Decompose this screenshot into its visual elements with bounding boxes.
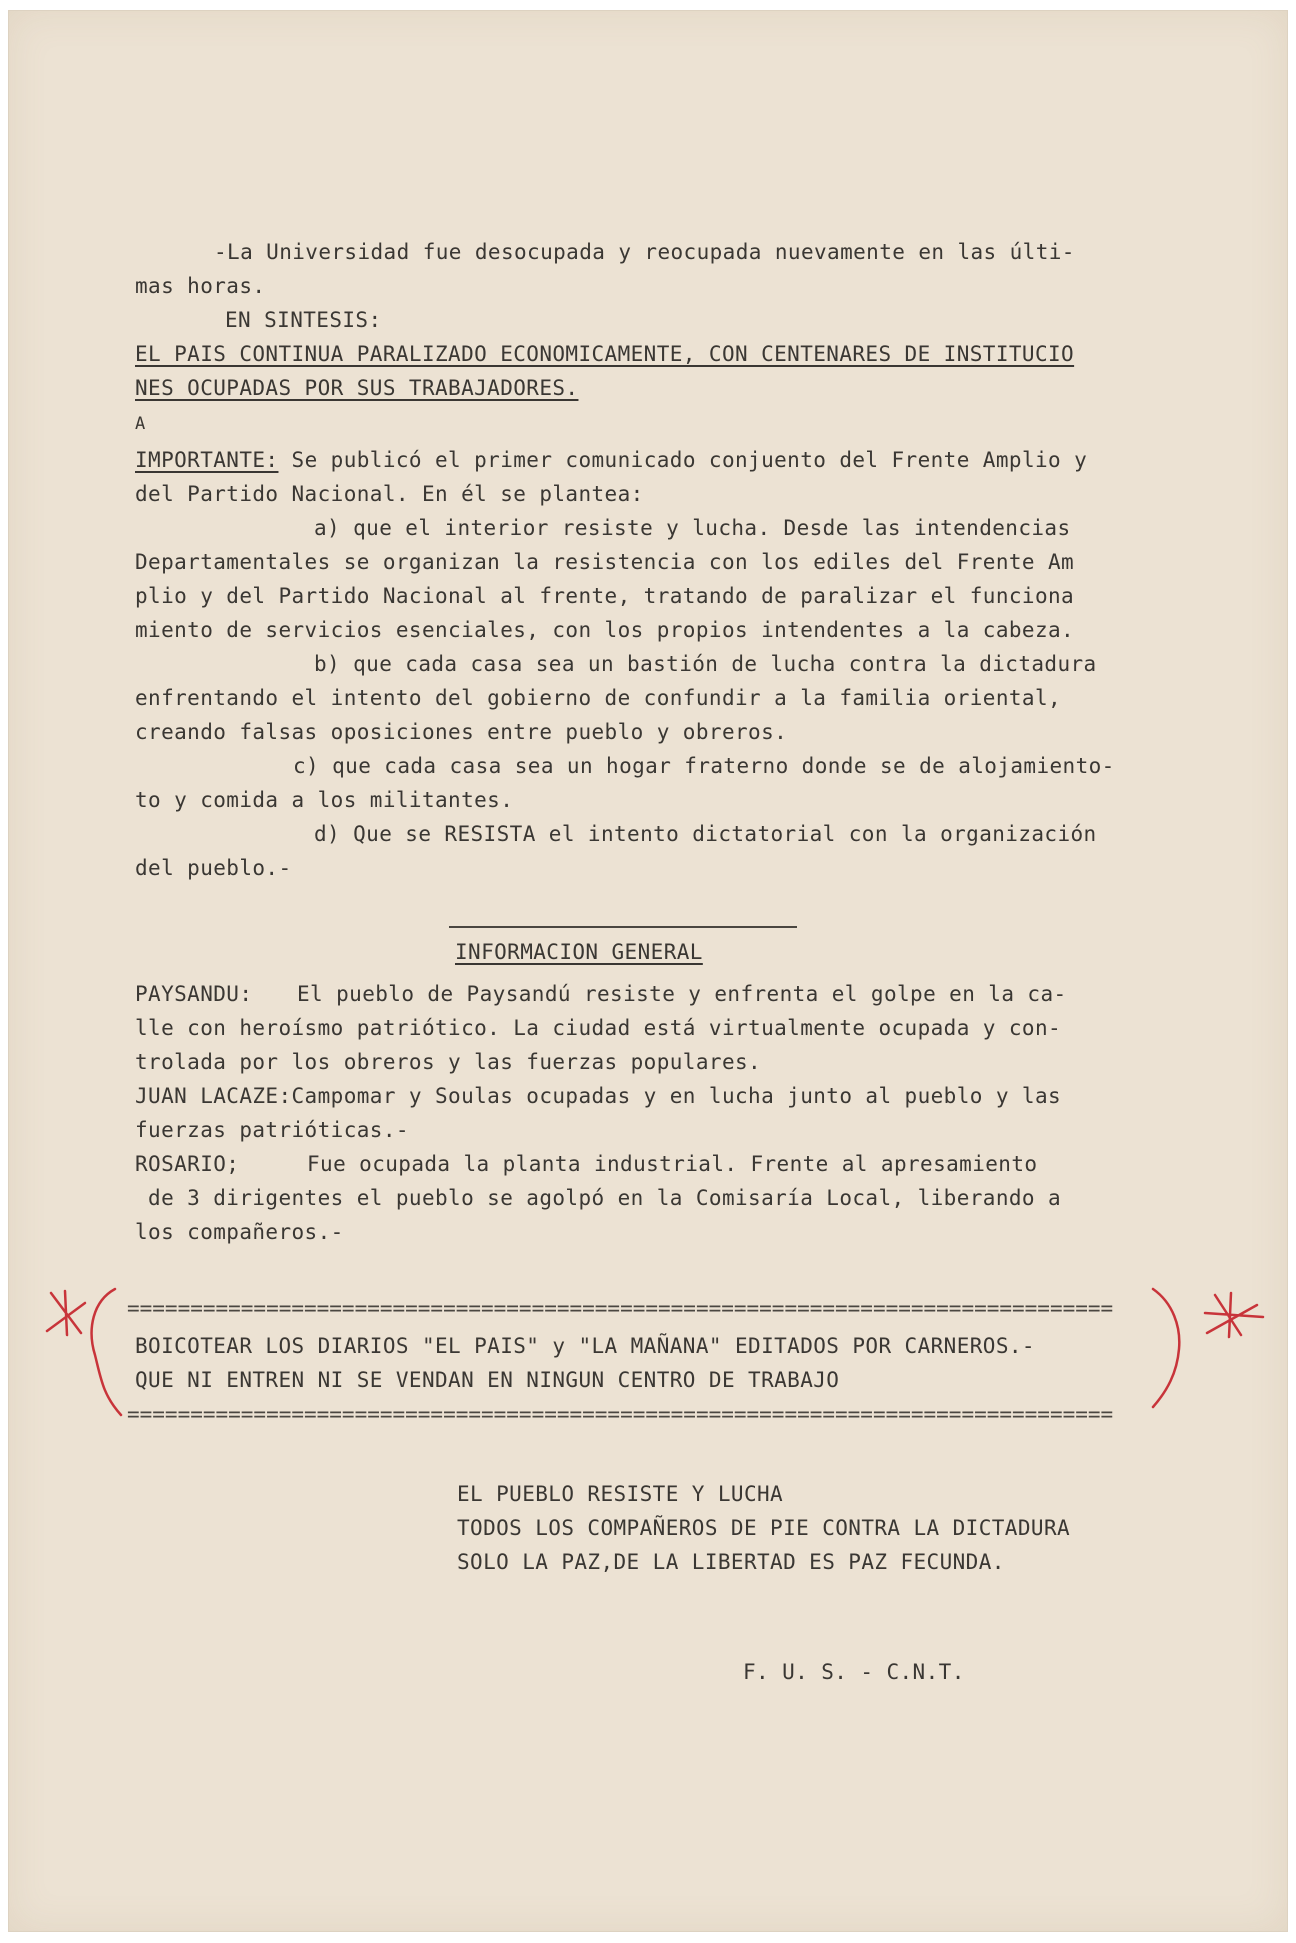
importante-label: IMPORTANTE: (135, 448, 279, 472)
point-a-line-1: a) que el interior resiste y lucha. Desde las intendencias (314, 516, 1071, 540)
signature: F. U. S. - C.N.T. (743, 1660, 965, 1684)
boicot-line-2: QUE NI ENTREN NI SE VENDAN EN NINGUN CENTRO DE TRABAJO (135, 1368, 840, 1392)
heading-rule (449, 926, 797, 928)
intro-line-2: mas horas. (135, 274, 266, 298)
paysandu-label: PAYSANDU: (135, 982, 253, 1006)
boicot-line-1: BOICOTEAR LOS DIARIOS "EL PAIS" y "LA MAÑANA" EDITADOS POR CARNEROS.- (135, 1334, 1035, 1358)
rosario-label: ROSARIO; (135, 1152, 240, 1176)
info-heading: INFORMACION GENERAL (455, 940, 703, 964)
point-c-line-2: to y comida a los militantes. (135, 788, 514, 812)
point-a-line-4: miento de servicios esenciales, con los propios intendentes a la cabeza. (135, 618, 1075, 642)
rosario-line-2: de 3 dirigentes el pueblo se agolpó en la Comisaría Local, liberando a (135, 1186, 1062, 1210)
closing-line-3: SOLO LA PAZ,DE LA LIBERTAD ES PAZ FECUNDA. (457, 1550, 1005, 1574)
importante-line-2: del Partido Nacional. En él se plantea: (135, 482, 644, 506)
boicot-separator-top: ============================================================================== (127, 1297, 1114, 1319)
margin-mark: A (135, 414, 146, 434)
point-d-line-1: d) Que se RESISTA el intento dictatorial con la organización (314, 822, 1097, 846)
rosario-line-3: los compañeros.- (135, 1220, 344, 1244)
closing-line-2: TODOS LOS COMPAÑEROS DE PIE CONTRA LA DICTADURA (457, 1516, 1071, 1540)
boicot-separator-bottom: ============================================================================== (127, 1403, 1114, 1425)
importante-line-1-text: Se publicó el primer comunicado conjuento del Frente Amplio y (278, 448, 1088, 472)
point-b-line-3: creando falsas oposiciones entre pueblo y obreros. (135, 720, 788, 744)
point-a-line-3: plio y del Partido Nacional al frente, tratando de paralizar el funciona (135, 584, 1075, 608)
paysandu-line-3: trolada por los obreros y las fuerzas populares. (135, 1050, 762, 1074)
point-b-line-2: enfrentando el intento del gobierno de confundir a la familia oriental, (135, 686, 1062, 710)
point-a-line-2: Departamentales se organizan la resistencia con los ediles del Frente Am (135, 550, 1075, 574)
importante-line-1 (135, 443, 1087, 477)
rosario-line-1: Fue ocupada la planta industrial. Frente al apresamiento (307, 1152, 1038, 1176)
paysandu-line-2: lle con heroísmo patriótico. La ciudad está virtualmente ocupada y con- (135, 1016, 1062, 1040)
sintesis-line-2: NES OCUPADAS POR SUS TRABAJADORES. (135, 376, 579, 400)
typed-page (8, 10, 1288, 1932)
lacaze-line-2: fuerzas patrióticas.- (135, 1118, 409, 1142)
closing-line-1: EL PUEBLO RESISTE Y LUCHA (457, 1482, 784, 1506)
sintesis-line-1: EL PAIS CONTINUA PARALIZADO ECONOMICAMENTE, CON CENTENARES DE INSTITUCIO (135, 342, 1075, 366)
point-d-line-2: del pueblo.- (135, 856, 292, 880)
intro-line-1: -La Universidad fue desocupada y reocupada nuevamente en las últi- (214, 240, 1075, 264)
paysandu-line-1: El pueblo de Paysandú resiste y enfrenta el golpe en la ca- (297, 982, 1067, 1006)
sintesis-heading: EN SINTESIS: (225, 308, 382, 332)
point-c-line-1: c) que cada casa sea un hogar fraterno donde se de alojamiento- (293, 754, 1115, 778)
point-b-line-1: b) que cada casa sea un bastión de lucha contra la dictadura (314, 652, 1097, 676)
lacaze-line-1: JUAN LACAZE:Campomar y Soulas ocupadas y en lucha junto al pueblo y las (135, 1084, 1062, 1108)
red-asterisk-left-icon (37, 1283, 127, 1423)
